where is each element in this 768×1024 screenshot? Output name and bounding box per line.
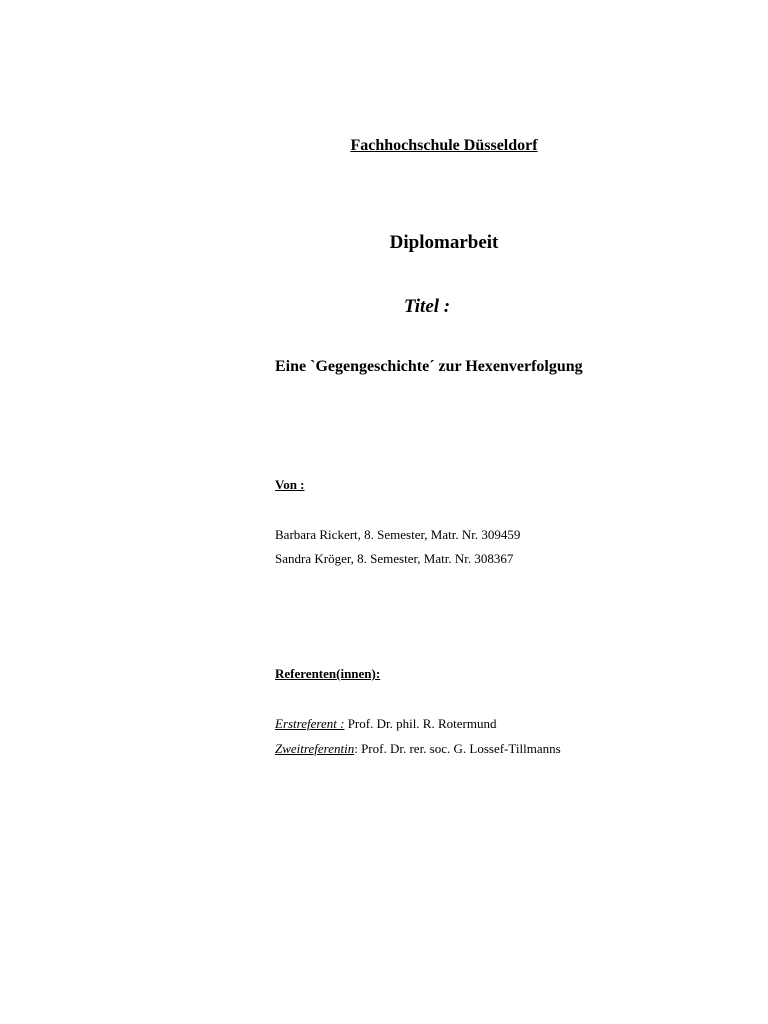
author-line: Barbara Rickert, 8. Semester, Matr. Nr. 309459: [275, 527, 521, 542]
referee-line: [275, 716, 496, 732]
title-label: Titel :: [403, 296, 451, 317]
referee-name: Prof. Dr. rer. soc. G. Lossef-Tillmanns: [361, 741, 561, 756]
referee-separator: :: [354, 741, 362, 756]
referee-line: [275, 741, 561, 757]
referees-heading: Referenten(innen):: [275, 666, 381, 681]
authors-heading: Von :: [275, 477, 305, 492]
thesis-title: Eine `Gegengeschichte´ zur Hexenverfolgung: [275, 358, 583, 375]
referee-role: Zweitreferentin: [275, 741, 355, 756]
author-line: Sandra Kröger, 8. Semester, Matr. Nr. 308367: [275, 551, 514, 566]
referee-name: Prof. Dr. phil. R. Rotermund: [347, 716, 497, 731]
referee-role: Erstreferent :: [275, 716, 345, 731]
document-type: Diplomarbeit: [389, 232, 499, 253]
institution-name: Fachhochschule Düsseldorf: [350, 137, 538, 154]
